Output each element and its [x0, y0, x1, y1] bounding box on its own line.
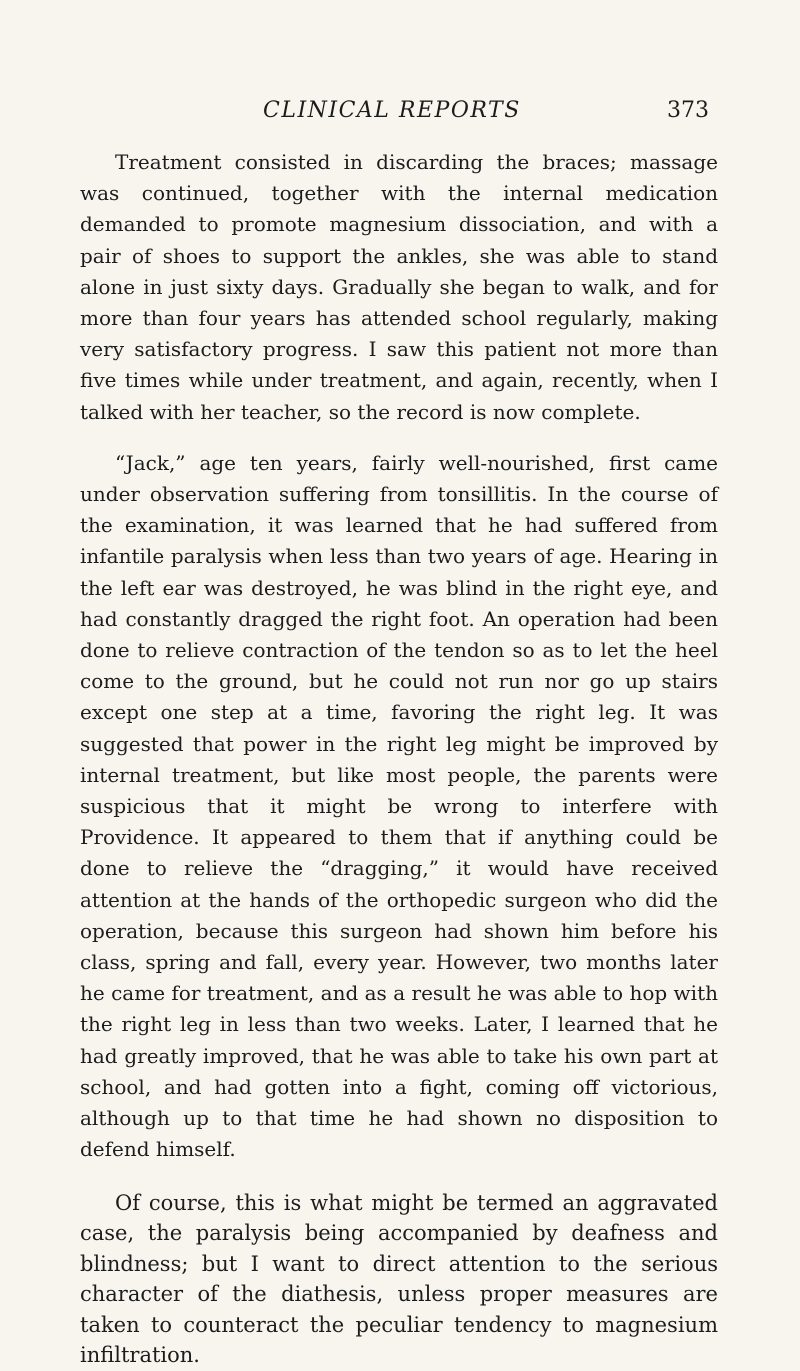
paragraph-jack-case: “Jack,” age ten years, fairly well-nourished, first came under observation suffering from tonsillitis. In the course of the examination, it was learned that he had suffered from infantile paralysis when less than two years of age. Hearing in the left ear was destroyed, he was blind in the right eye, and had constantly dragged the right foot. An operation had been done to relieve contraction of the tendon so as to let the heel come to the ground, but he could not run nor go up stairs except one step at a time, favoring the right leg. It was suggested that power in the right leg might be improved by internal treatment, but like most people, the parents were suspicious that it might be wrong to interfere with Providence. It appeared to them that if anything could be done to relieve the “dragging,” it would have received attention at the hands of the orthopedic surgeon who did the operation, because this surgeon had shown him before his class, spring and fall, every year. However, two months later he came for treatment, and as a result he was able to hop with the right leg in less than two weeks. Later, I learned that he had greatly improved, that he was able to take his own part at school, and had gotten into a fight, coming off victorious, although up to that time he had shown no disposition to defend himself. [80, 448, 718, 1166]
running-head [263, 96, 709, 126]
paragraph-conclusion: Of course, this is what might be termed an aggravated case, the paralysis being accompanied by deafness and blindness; but I want to direct attention to the serious character of the diathesis, unless proper measures are taken to counteract the peculiar tendency to magnesium infiltration. [80, 1188, 718, 1371]
page-number: 373 [667, 96, 709, 126]
header-title: CLINICAL REPORTS [263, 96, 521, 126]
paragraph-treatment: Treatment consisted in discarding the braces; massage was continued, together with the internal medication demanded to promote magnesium dissociation, and with a pair of shoes to support the ankles, she was able to stand alone in just sixty days. Gradually she began to walk, and for more than four years has attended school regularly, making very satisfactory progress. I saw this patient not more than five times while under treatment, and again, recently, when I talked with her teacher, so the record is now complete. [80, 147, 718, 428]
body-text [80, 147, 718, 1371]
